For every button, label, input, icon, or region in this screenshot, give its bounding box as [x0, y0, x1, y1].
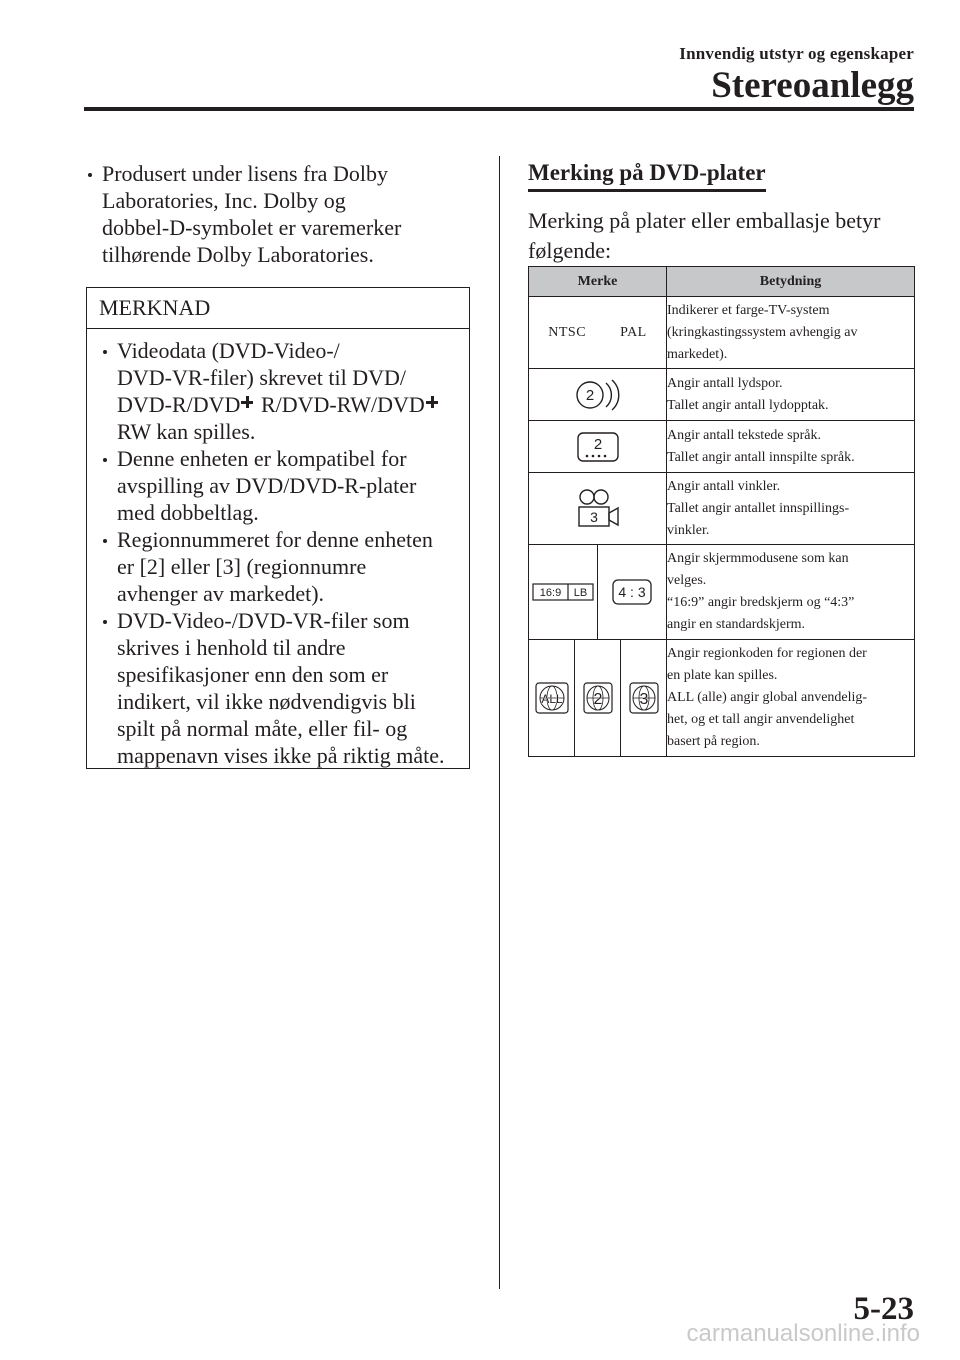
header-rule: [84, 107, 914, 111]
svg-text:3: 3: [639, 691, 648, 708]
bullet-icon: [103, 539, 107, 543]
right-column: [528, 158, 916, 266]
section-heading: Merking på DVD-plater: [528, 158, 766, 192]
audio-tracks-icon: [572, 375, 624, 415]
column-divider: [499, 156, 500, 1289]
note-item: Regionnummeret for denne enheten er [2] eller [3] (regionnumre avhenger av markedet).: [101, 526, 461, 607]
bullet-icon: [103, 620, 107, 624]
svg-text:2: 2: [593, 691, 602, 708]
bullet-icon: [103, 458, 107, 462]
svg-text:ALL: ALL: [540, 692, 563, 706]
plus-icon: [426, 396, 438, 408]
note-item: DVD-Video-/DVD-VR-filer som skrives i henhold til andre spesifikasjoner enn den som er indikert, vil ikke nødvendigvis bli spilt på normal måte, eller fil- og mappenavn vises ikke på riktig måte.: [101, 607, 461, 769]
widescreen-lb-icon: [532, 583, 594, 601]
svg-text:4 : 3: 4 : 3: [618, 584, 646, 600]
note-item: Videodata (DVD-Video-/ DVD-VR-filer) skrevet til DVD/ DVD-R/DVD R/DVD-RW/DVD RW kan spilles.: [101, 337, 461, 445]
note-box: [86, 287, 470, 769]
page-header: [679, 44, 914, 108]
table-row: [529, 473, 915, 545]
table-row: [529, 545, 915, 640]
watermark: carmanualsonline.info: [686, 1320, 920, 1347]
camera-angle-icon: [574, 487, 622, 531]
standard-screen-icon: [612, 579, 652, 605]
svg-text:2: 2: [585, 386, 594, 404]
table-row: [529, 297, 915, 369]
subtitle-icon: [576, 430, 620, 464]
table-row: [529, 421, 915, 473]
dolby-bullet: Produsert under lisens fra Dolby Laboratories, Inc. Dolby og dobbel-D-symbolet er varemerker tilhørende Dolby Laboratories.: [86, 160, 470, 268]
bullet-icon: [88, 173, 92, 177]
meaning-cell: Angir antall lydspor. Tallet angir antall lydopptak.: [667, 369, 915, 421]
meaning-cell: Angir antall tekstede språk. Tallet angir antall innspilte språk.: [667, 421, 915, 473]
svg-text:16:9: 16:9: [539, 587, 562, 599]
section-title: Innvendig utstyr og egenskaper: [679, 44, 914, 63]
plus-icon: [241, 396, 253, 408]
column-header-mark: Merke: [529, 267, 667, 297]
note-title: MERKNAD: [87, 288, 469, 329]
table-header-row: [529, 267, 915, 297]
svg-text:3: 3: [589, 508, 598, 525]
column-header-meaning: Betydning: [667, 267, 915, 297]
left-column: [86, 160, 470, 268]
note-list: [87, 329, 469, 769]
table-row: [529, 640, 915, 757]
intro-text: Merking på plater eller emballasje betyr følgende:: [528, 208, 881, 263]
pal-mark: PAL: [620, 324, 647, 340]
svg-text:2: 2: [593, 435, 602, 453]
meaning-cell: Angir regionkoden for regionen der en plate kan spilles. ALL (alle) angir global anvendelig- het, og et tall angir anvendelighet basert på region.: [667, 640, 915, 757]
note-item: Denne enheten er kompatibel for avspilling av DVD/DVD-R-plater med dobbeltlag.: [101, 445, 461, 526]
region-3-icon: [629, 682, 659, 714]
meaning-cell: Indikerer et farge-TV-system (kringkastingssystem avhengig av markedet).: [667, 297, 915, 369]
table-row: [529, 369, 915, 421]
meaning-cell: Angir skjermmodusene som kan velges. “16:9” angir bredskjerm og “4:3” angir en standardskjerm.: [667, 545, 915, 640]
chapter-title: Stereoanlegg: [711, 65, 914, 106]
page-number: 5-23: [853, 1291, 914, 1327]
meaning-cell: Angir antall vinkler. Tallet angir antallet innspillings- vinkler.: [667, 473, 915, 545]
ntsc-mark: NTSC: [548, 324, 587, 340]
region-2-icon: [583, 682, 613, 714]
bullet-icon: [103, 350, 107, 354]
svg-text:LB: LB: [573, 587, 588, 599]
dvd-marks-table: [528, 266, 915, 757]
region-all-icon: [535, 682, 569, 714]
